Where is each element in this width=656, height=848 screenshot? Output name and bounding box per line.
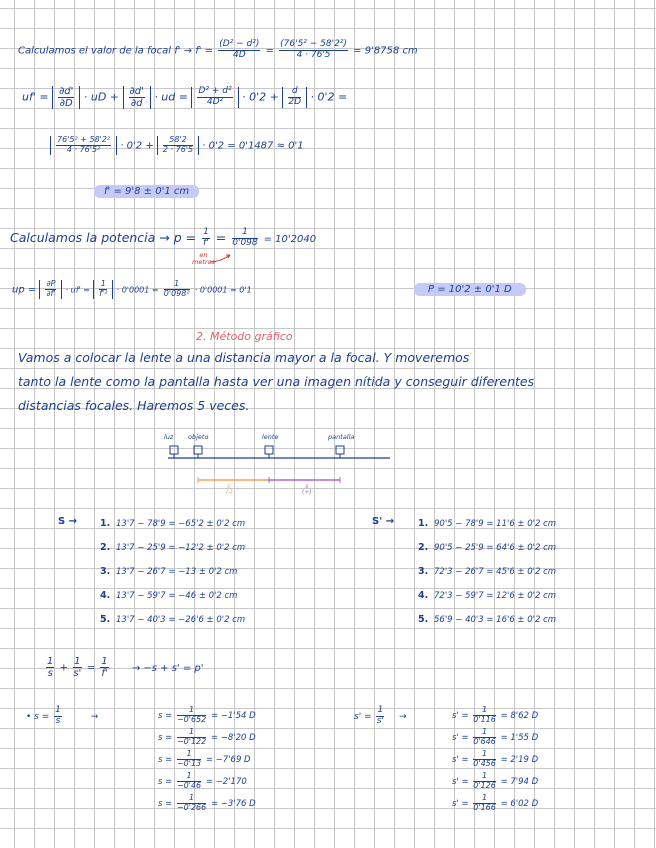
formula-text: · 0'2 + [242,90,279,104]
fraction [218,40,260,61]
formula-text: · 0'2 = [310,90,348,104]
formula-text: · 0'2 + [120,140,154,152]
sp-values-list [418,518,556,638]
item-result: = −2'170 [205,776,247,787]
numerator: 1 [473,706,496,716]
fraction [177,750,201,769]
fraction [197,87,232,108]
item-text: 13'7 − 40'3 = −26'6 ± 0'2 cm [116,615,246,625]
denominator: 2D [288,97,301,107]
lens-equation [44,656,204,679]
item-text: 90'5 − 25'9 = 64'6 ± 0'2 cm [434,543,557,553]
item-prefix: s = [158,754,173,765]
item-number: 1. [100,518,111,529]
numerator: ∂d' [129,86,144,97]
item-prefix: s' = [452,798,469,809]
item-number: 3. [100,566,111,577]
numerator: 1 [74,656,81,667]
item-number: 4. [100,590,111,601]
item-text: 90'5 − 78'9 = 11'6 ± 0'2 cm [434,519,557,529]
item-number: 2. [100,542,111,553]
formula-lhs: up = [12,284,37,296]
item-prefix: s' = [452,710,469,721]
formula-text: · 0'0001 = 0'1 [194,285,252,295]
operator: + [59,662,68,674]
power-result [414,284,526,295]
numerator: 1 [100,279,106,288]
power-result-highlight: P = 10'2 ± 0'1 D [414,283,526,296]
denominator: ∂d [130,98,143,109]
fraction [129,86,145,109]
label-screen: pantalla [328,433,355,441]
abs-term [191,87,238,108]
light-source-box [170,446,178,454]
item-prefix: s = [158,732,173,743]
numerator: 1 [55,705,61,715]
list-item [100,566,245,590]
list-item [452,750,538,772]
item-prefix: s' = [452,754,469,765]
list-item [418,614,556,638]
denominator: ∂D [59,98,73,109]
fraction [56,136,111,155]
list-item [100,518,245,542]
arrow: → [90,711,99,722]
fraction [54,706,62,727]
numerator: 1 [177,772,201,782]
numerator: (76'5² − 58'2²) [280,39,347,49]
item-text: 13'7 − 59'7 = −46 ± 0'2 cm [116,591,238,601]
denominator: s' [376,715,384,726]
denominator: 4 · 76'5² [66,144,101,154]
numerator: 1 [203,227,209,237]
numerator: d [288,87,301,98]
formula-lhs: uf' = [22,90,49,104]
numerator: D² + d² [198,86,232,97]
denominator: ∂f' [46,288,56,298]
numerator: 1 [177,794,206,804]
numerator: 1 [177,728,206,738]
label-object: objeto [188,433,209,441]
focal-uncertainty-values [50,136,304,155]
item-result: = 6'02 D [500,798,539,809]
denominator: 2 · 76'5 [162,144,194,154]
s-inverse-definition [26,706,98,727]
list-item [452,772,538,794]
item-result: = 1'55 D [500,732,539,743]
numerator: 1 [47,656,54,667]
numerator: 1 [473,728,496,738]
denominator: −0'122 [176,736,207,746]
item-text: 56'9 − 40'3 = 16'6 ± 0'2 cm [434,615,557,625]
denominator: −0'13 [176,758,202,768]
abs-term [93,280,113,299]
numerator: 1 [177,750,201,760]
formula-text: · uf' = [65,285,91,295]
denominator: f' [101,668,108,679]
numerator: 1 [473,750,496,760]
fraction [473,706,496,725]
label-lens: lente [262,433,279,441]
list-item [158,728,256,750]
focal-result [94,186,199,197]
item-result: = −1'54 D [210,710,256,721]
numerator: 1 [377,705,384,715]
item-prefix: s = [158,776,173,787]
denominator: 0'098² [163,288,190,298]
denominator: s [55,715,61,726]
numerator: 1 [101,656,108,667]
item-text: 13'7 − 78'9 = −65'2 ± 0'2 cm [116,519,246,529]
abs-term [50,136,117,155]
note-line: en [199,251,208,259]
fraction [473,750,496,769]
item-text: 13'7 − 25'9 = −12'2 ± 0'2 cm [116,543,246,553]
list-item [100,614,245,638]
numerator: 1 [177,706,206,716]
abs-term [39,280,62,299]
label-line: s [305,483,309,490]
fraction [473,728,496,747]
label-light: luz [164,433,174,441]
abs-term [52,86,80,109]
note-line: metros [192,258,215,266]
denominator: 4D² [206,97,224,107]
abs-term [123,86,151,109]
abs-term [282,87,307,108]
list-item [158,794,256,816]
denominator: 0'098 [232,237,258,248]
item-prefix: s = [158,710,173,721]
fraction [46,656,54,679]
paragraph-line: distancias focales. Haremos 5 veces. [18,398,250,413]
focal-calculation: Calculamos el valor de la focal f' → f' = $\frac{\text{(D² − d²)}}{4D}$ = $\frac{\text{(76'5² − 58'2²)}}{4 \cdot 76'5}$ = 9'8758 cm [18,39,418,60]
list-item [452,706,538,728]
denominator: s' [73,668,82,679]
numerator: 1 [164,280,190,290]
equation-tail: → −s + s' = p' [131,662,204,674]
list-item [452,728,538,750]
def-prefix: • s = [26,711,50,722]
item-number: 4. [418,590,429,601]
fraction [376,706,384,727]
item-result: = −3'76 D [210,798,256,809]
fraction [100,656,108,679]
item-text: 72'3 − 26'7 = 45'6 ± 0'2 cm [434,567,557,577]
power-value: = 10'2040 [263,233,317,245]
fraction [177,772,201,791]
fraction [232,228,257,249]
fraction [473,794,496,813]
numerator: 76'5² + 58'2² [57,135,111,144]
section-title: 2. Método gráfico [196,330,293,343]
list-item [100,590,245,614]
formula-text: · ud = [154,90,188,104]
list-item [418,566,556,590]
fraction [177,706,206,725]
note-arrow [208,252,238,264]
object-box [194,446,202,454]
item-number: 2. [418,542,429,553]
label-line: s' [227,483,232,490]
focal-intro: Calculamos el valor de la focal f' → f' = [18,45,214,57]
denominator: s [47,668,53,679]
operator: = [86,662,96,674]
lens-box [265,446,273,454]
fraction [164,280,190,299]
fraction [177,794,206,813]
sp-inverse-definition [354,706,407,727]
focal-result-highlight: f' = 9'8 ± 0'1 cm [94,185,199,198]
item-text: 72'3 − 59'7 = 12'6 ± 0'2 cm [434,591,557,601]
distance-label-purple [302,484,312,496]
s-inverse-list [158,706,256,816]
denominator: f' [203,237,209,248]
formula-text: · uD + [83,90,120,104]
numerator: 1 [473,794,496,804]
power-intro: Calculamos la potencia → p = [10,229,197,245]
formula-text: · 0'0001 = [116,285,159,295]
label-line: (-) [226,489,233,496]
item-result: = −7'69 D [205,754,251,765]
numerator: 1 [232,228,257,239]
numerator: ∂d' [59,86,74,97]
denominator: −0'652 [176,714,207,724]
denominator: 0'126 [473,780,496,790]
arrow: → [399,711,407,722]
denominator: 4 · 76'5 [296,49,331,60]
formula-text: · 0'2 = 0'1487 ≈ 0'1 [202,140,304,152]
item-prefix: s' = [452,776,469,787]
s-values-list [100,518,245,638]
list-item [452,794,538,816]
numerator: 58'2 [163,136,193,146]
fraction [473,772,496,791]
fraction [288,87,301,108]
screen-box [336,446,344,454]
sp-inverse-list [452,706,538,816]
list-item [418,542,556,566]
label-line: (+) [302,489,312,496]
item-text: 13'7 − 26'7 = −13 ± 0'2 cm [116,567,238,577]
focal-value: = 9'8758 cm [353,45,418,57]
numerator: (D² − d²) [219,39,260,49]
distance-label-orange [226,484,233,496]
item-prefix: s = [158,798,173,809]
fraction [58,86,74,109]
numerator: 1 [473,772,496,782]
list-item [100,542,245,566]
list-item [418,590,556,614]
item-number: 5. [418,614,429,625]
item-number: 1. [418,518,429,529]
fraction [99,280,107,299]
sp-values-head: S' → [372,516,395,527]
numerator: ∂P [46,279,56,288]
list-item [158,772,256,794]
item-result: = −8'20 D [210,732,256,743]
fraction [45,280,56,299]
denominator: 0'116 [473,714,496,724]
list-item [158,750,256,772]
power-calculation: Calculamos la potencia → p = $\frac{1}{f'}$ = $\frac{1}{0'098}$ = 10'2040 [10,227,317,248]
denominator: −0'46 [176,780,202,790]
denominator: 0'166 [473,802,496,812]
item-result: = 2'19 D [500,754,539,765]
denominator: f'² [99,288,108,298]
list-item [418,518,556,542]
focal-uncertainty-formula [22,86,347,109]
fraction [202,228,210,249]
denominator: 0'646 [473,736,496,746]
denominator: −0'266 [176,802,207,812]
denominator: 0'456 [473,758,496,768]
item-result: = 8'62 D [500,710,539,721]
paragraph-line: tanto la lente como la pantalla hasta ver una imagen nítida y conseguir diferentes [18,374,535,389]
s-values-head: S → [58,516,78,527]
fraction [279,40,348,61]
denominator: 4D [232,49,246,60]
fraction [73,656,81,679]
item-result: = 7'94 D [500,776,539,787]
fraction [163,136,193,155]
list-item [158,706,256,728]
paragraph-line: Vamos a colocar la lente a una distancia mayor a la focal. Y moveremos [18,350,470,365]
fraction [177,728,206,747]
item-prefix: s' = [452,732,469,743]
def-prefix: s' = [354,711,372,722]
abs-term [157,136,199,155]
power-uncertainty [12,280,252,299]
item-number: 5. [100,614,111,625]
item-number: 3. [418,566,429,577]
